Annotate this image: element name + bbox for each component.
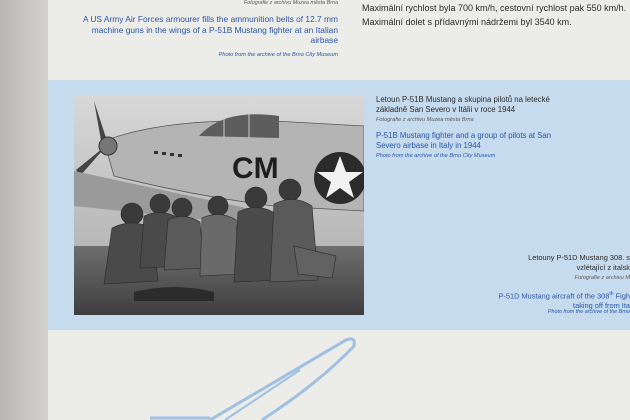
right-caption-cz xyxy=(470,253,630,283)
middle-caption-en-block xyxy=(376,131,566,161)
aircraft-code-letters: CM xyxy=(232,152,279,185)
top-left-caption xyxy=(72,14,338,60)
right-caption-credit-en: Photo from the archive of the Brno xyxy=(547,309,630,315)
right-caption-en-sup: th xyxy=(609,291,614,297)
top-right-text-line2: Maximální dolet s přídavnými nádržemi byl 3540 km. xyxy=(362,17,572,27)
right-caption-cz-line2: vzlétající z italsk xyxy=(576,263,630,272)
middle-caption-cz: Letoun P-51B Mustang a skupina pilotů na letecké základně San Severo v Itálii v roce 1944 xyxy=(376,95,550,114)
right-caption-en-line1-end: Figh xyxy=(613,291,630,301)
wing-outline-graphic xyxy=(150,330,370,420)
top-left-caption-credit: Photo from the archive of the Brno City Museum xyxy=(218,51,338,58)
right-caption-en-line1 xyxy=(440,289,630,301)
top-right-text xyxy=(362,1,630,29)
middle-caption-en: P-51B Mustang fighter and a group of pilots at San Severo airbase in Italy in 1944 xyxy=(376,131,552,150)
top-left-caption-text: A US Army Air Forces armourer fills the ammunition belts of 12.7 mm machine guns in the wings of a P-51B Mustang fighter at an Italian airbase xyxy=(82,14,338,45)
right-caption-en-line1-start: P-51D Mustang aircraft of the 308 xyxy=(498,291,610,301)
photo-illustration xyxy=(74,96,364,315)
historic-photo xyxy=(74,96,364,315)
wall-background xyxy=(0,0,48,420)
middle-caption xyxy=(376,95,566,125)
middle-caption-credit-en: Photo from the archive of the Brno City Museum xyxy=(376,153,496,159)
right-caption-en-line2: taking off from Ita xyxy=(573,301,630,311)
top-credit-cz: Fotografie z archivu Muzea města Brna xyxy=(243,0,338,6)
top-right-text-line1: Maximální rychlost byla 700 km/h, cestovní rychlost pak 550 km/h. xyxy=(362,3,627,13)
middle-caption-credit-cz: Fotografie z archivu Muzea města Brna xyxy=(376,117,474,123)
right-caption-cz-line1: Letouny P-51D Mustang 308. s xyxy=(528,253,630,262)
right-caption-credit-cz: Fotografie z archivu M xyxy=(574,275,630,281)
